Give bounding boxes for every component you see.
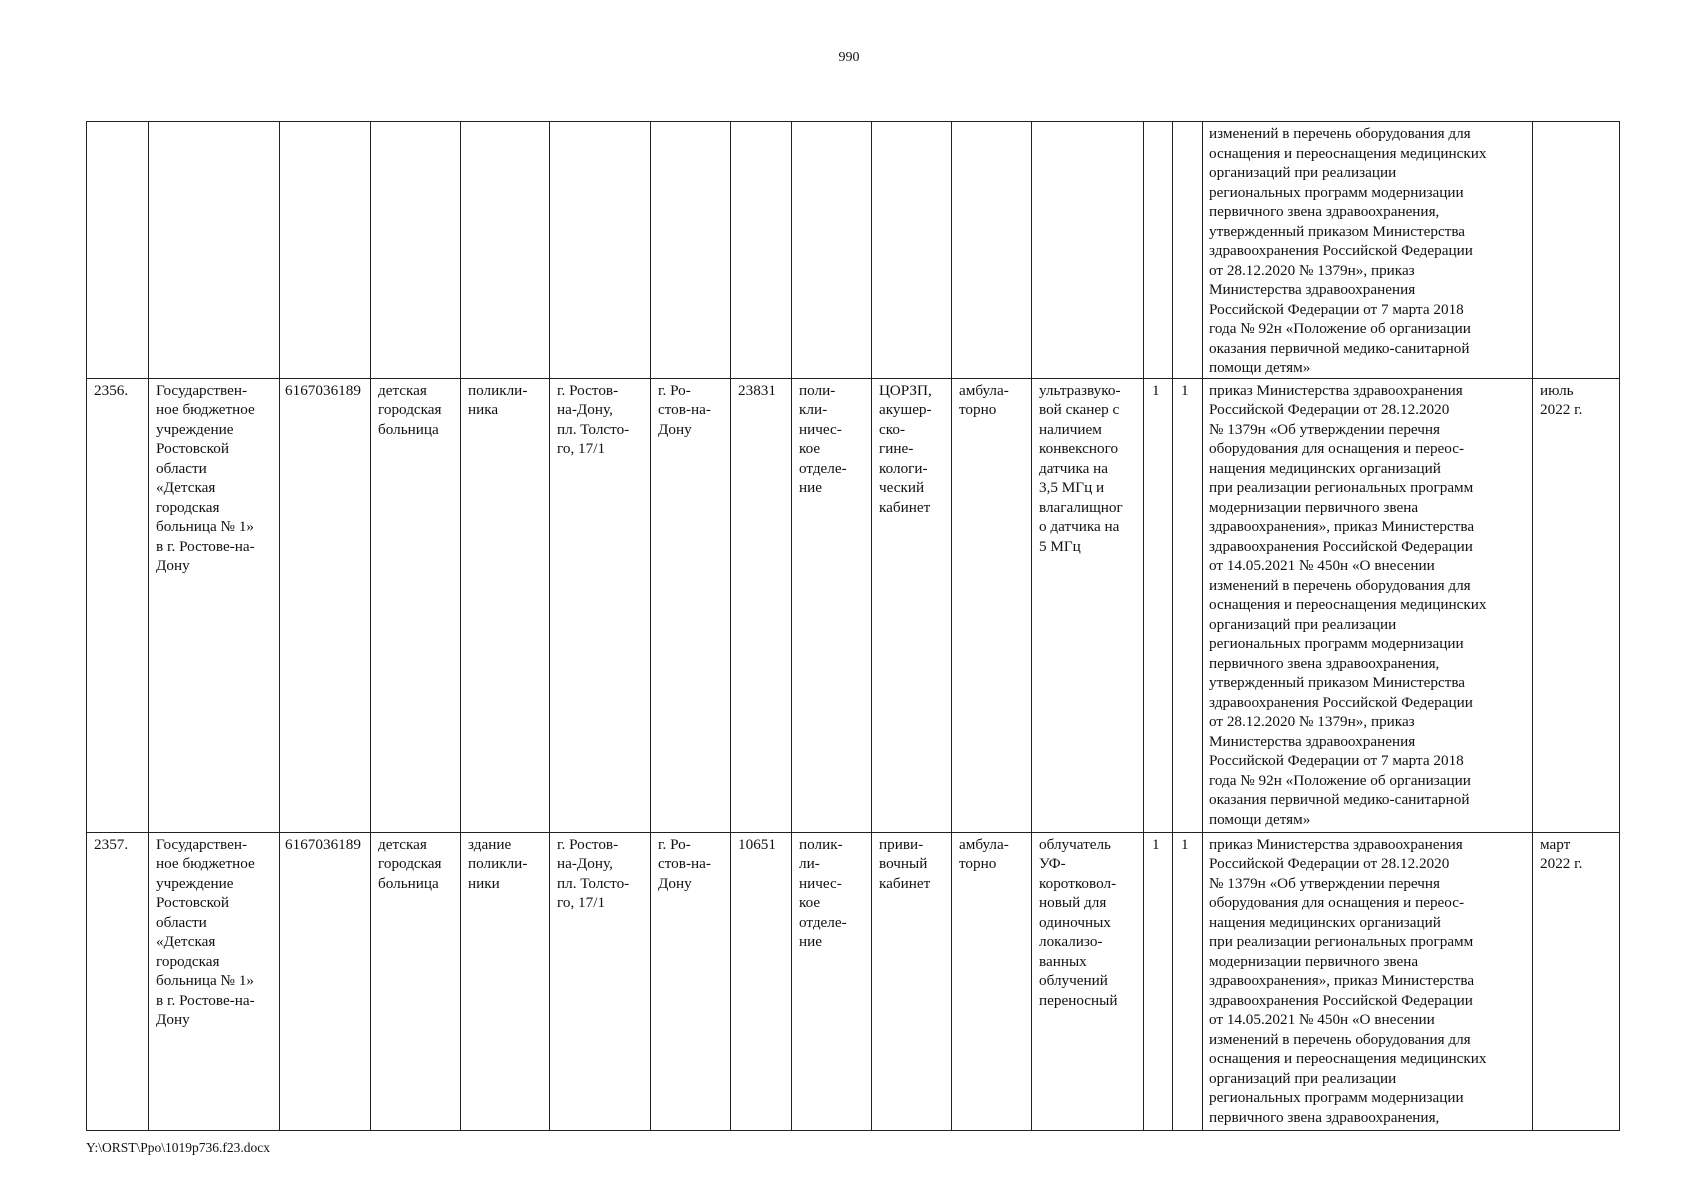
cell-institution: Государствен- ное бюджетное учреждение Ростовской области «Детская городская больница № 1» в г. Ростове-на- Дону [149,378,280,832]
cell-qty1: 1 [1144,832,1173,1130]
table-row [87,378,1620,832]
cell-qty2 [1173,122,1203,379]
cell-building [461,122,550,379]
cell-equipment: облучатель УФ- коротковол- новый для одиночных локализо- ванных облучений переносный [1032,832,1144,1130]
cell-basis: изменений в перечень оборудования для оснащения и переоснащения медицинских организаций при реализации региональных программ модернизации первичного звена здравоохранения, утвержденный приказом Министерства здравоохранения Российской Федерации от 28.12.2020 № 1379н», приказ Министерства здравоохранения Российской Федерации от 7 марта 2018 года № 92н «Положение об организации оказания первичной медико-санитарной помощи детям» [1203,122,1533,379]
cell-basis: приказ Министерства здравоохранения Российской Федерации от 28.12.2020 № 1379н «Об утверждении перечня оборудования для оснащения и переос- нащения медицинских организаций при реализации региональных программ модернизации первичного звена здравоохранения», приказ Министерства здравоохранения Российской Федерации от 14.05.2021 № 450н «О внесении изменений в перечень оборудования для оснащения и переоснащения медицинских организаций при реализации региональных программ модернизации первичного звена здравоохранения, [1203,832,1533,1130]
cell-type: детская городская больница [371,378,461,832]
cell-city: г. Ро- стов-на- Дону [651,832,731,1130]
cell-num: 2357. [87,832,149,1130]
cell-num: 2356. [87,378,149,832]
cell-date: март 2022 г. [1533,832,1620,1130]
cell-city [651,122,731,379]
cell-qty2: 1 [1173,832,1203,1130]
cell-address: г. Ростов- на-Дону, пл. Толсто- го, 17/1 [550,832,651,1130]
cell-basis: приказ Министерства здравоохранения Российской Федерации от 28.12.2020 № 1379н «Об утверждении перечня оборудования для оснащения и переос- нащения медицинских организаций при реализации региональных программ модернизации первичного звена здравоохранения», приказ Министерства здравоохранения Российской Федерации от 14.05.2021 № 450н «О внесении изменений в перечень оборудования для оснащения и переоснащения медицинских организаций при реализации региональных программ модернизации первичного звена здравоохранения, утвержденный приказом Министерства здравоохранения Российской Федерации от 28.12.2020 № 1379н», приказ Министерства здравоохранения Российской Федерации от 7 марта 2018 года № 92н «Положение об организации оказания первичной медико-санитарной помощи детям» [1203,378,1533,832]
cell-qty2: 1 [1173,378,1203,832]
page-number: 990 [838,50,860,65]
cell-date: июль 2022 г. [1533,378,1620,832]
cell-equipment: ультразвуко- вой сканер с наличием конвексного датчика на 3,5 МГц и влагалищног о датчика на 5 МГц [1032,378,1144,832]
cell-code [731,122,792,379]
cell-department: полик- ли- ничес- кое отделе- ние [792,832,872,1130]
cell-institution [149,122,280,379]
cell-address: г. Ростов- на-Дону, пл. Толсто- го, 17/1 [550,378,651,832]
cell-building: здание поликли- ники [461,832,550,1130]
cell-qty1 [1144,122,1173,379]
equipment-table [86,121,1620,1131]
cell-unit: приви- вочный кабинет [872,832,952,1130]
cell-type [371,122,461,379]
cell-mode: амбула- торно [952,378,1032,832]
cell-qty1: 1 [1144,378,1173,832]
cell-mode: амбула- торно [952,832,1032,1130]
cell-unit [872,122,952,379]
cell-inn: 6167036189 [280,832,371,1130]
cell-institution: Государствен- ное бюджетное учреждение Ростовской области «Детская городская больница № 1» в г. Ростове-на- Дону [149,832,280,1130]
cell-city: г. Ро- стов-на- Дону [651,378,731,832]
cell-inn [280,122,371,379]
cell-inn: 6167036189 [280,378,371,832]
cell-num [87,122,149,379]
cell-department: поли- кли- ничес- кое отделе- ние [792,378,872,832]
table-row-continued [87,122,1620,379]
cell-date [1533,122,1620,379]
footer-file-path: Y:\ORST\Ppo\1019p736.f23.docx [86,1140,271,1155]
cell-address [550,122,651,379]
cell-department [792,122,872,379]
cell-code: 23831 [731,378,792,832]
cell-type: детская городская больница [371,832,461,1130]
cell-unit: ЦОРЗП, акушер- ско- гине- кологи- ческий кабинет [872,378,952,832]
table-row [87,832,1620,1130]
cell-code: 10651 [731,832,792,1130]
cell-equipment [1032,122,1144,379]
cell-building: поликли- ника [461,378,550,832]
cell-mode [952,122,1032,379]
